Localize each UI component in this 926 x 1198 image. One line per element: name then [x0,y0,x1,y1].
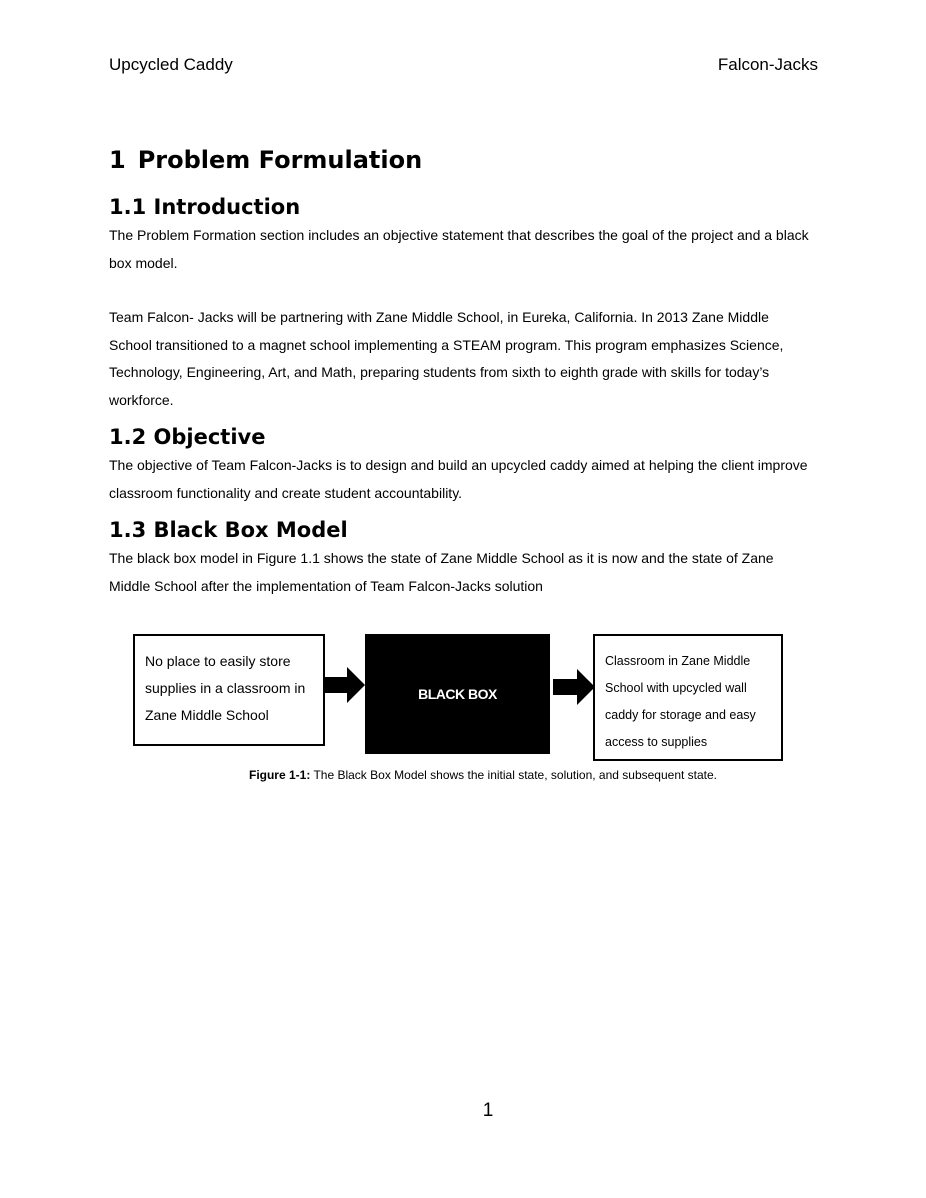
black-box-heading: 1.3 Black Box Model [109,518,348,542]
right-arrow-icon [323,667,365,703]
header-right-team: Falcon-Jacks [717,55,818,74]
right-arrow-icon [553,669,595,705]
section-heading [109,140,809,180]
main-content [109,140,809,600]
black-box-paragraph: The black box model in Figure 1.1 shows the state of Zane Middle School as it is now and the state of Zane Middle School after the implementation of Team Falcon-Jacks solution [109,550,774,594]
header-left-title: Upcycled Caddy [109,55,233,74]
introduction-paragraph-2: Team Falcon- Jacks will be partnering with Zane Middle School, in Eureka, California. In 2013 Zane Middle School transitioned to a magnet school implementing a STEAM program. This program emphasizes Science, Technology, Engineering, Art, and Math, preparing students from sixth to eighth grade with skills for today’s workforce. [109,309,784,408]
figure-caption-label: Figure 1-1: [248,768,311,782]
black-box-label: BLACK BOX [418,686,497,702]
input-state-box [133,634,325,746]
introduction-paragraph-1: The Problem Formation section includes an objective statement that describes the goal of the project and a black box model. [109,227,809,271]
section-number: 1 [109,146,126,174]
black-box-diagram [133,634,783,762]
section-title: Problem Formulation [137,146,423,174]
figure-caption-text: The Black Box Model shows the initial state, solution, and subsequent state. [310,768,718,782]
output-state-text: Classroom in Zane Middle School with upcycled wall caddy for storage and easy access to supplies [605,654,756,749]
page-number: 1 [482,1100,494,1121]
input-state-text: No place to easily store supplies in a classroom in Zane Middle School [145,653,306,723]
output-state-box [593,634,783,761]
introduction-heading: 1.1 Introduction [109,195,301,219]
figure-caption [0,768,926,782]
objective-heading: 1.2 Objective [109,425,266,449]
black-box [365,634,550,754]
objective-paragraph: The objective of Team Falcon-Jacks is to design and build an upcycled caddy aimed at helping the client improve classroom functionality and create student accountability. [109,457,808,501]
